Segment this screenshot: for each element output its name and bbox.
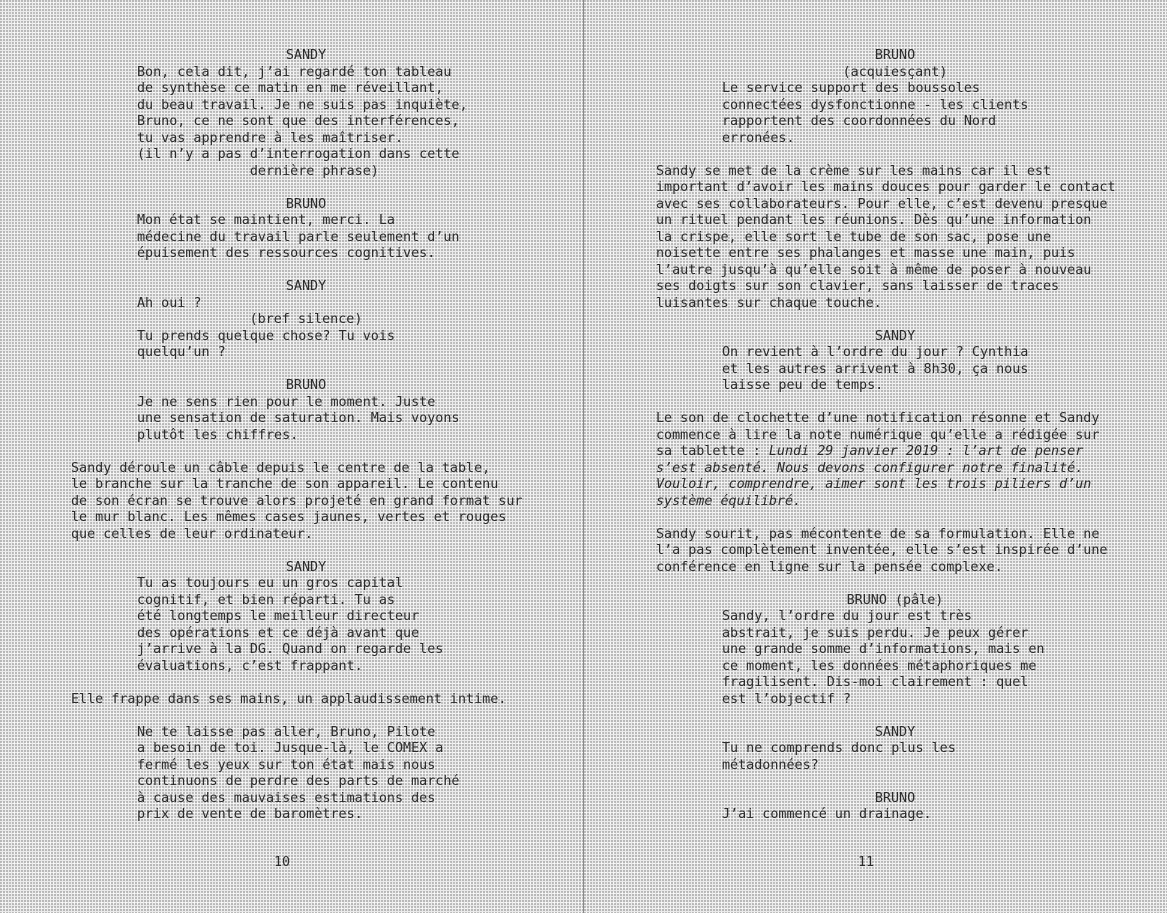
dialogue: On revient à l’ordre du jour ? Cynthia et les autres arrivent à 8h30, ça nous laisse peu de temps. xyxy=(722,345,1029,393)
character-name: BRUNO xyxy=(874,48,916,63)
dialogue: Le service support des boussoles connectées dysfonctionne - les clients rapportent des coordonnées du Nord erronées. xyxy=(722,81,1029,146)
character-name: SANDY xyxy=(285,559,327,575)
parenthetical: (bref silence) xyxy=(249,312,363,327)
dialogue: Tu ne comprends donc plus les métadonnées? xyxy=(722,741,956,773)
dialogue: Ah oui ? xyxy=(137,295,202,311)
character-name: BRUNO (pâle) xyxy=(846,592,944,608)
action-paragraph xyxy=(656,411,1134,510)
dialogue: Tu prends quelque chose? Tu vois quelqu’un ? xyxy=(137,328,395,360)
dialogue: Ne te laisse pas aller, Bruno, Pilote a besoin de toi. Jusque-là, le COMEX a fermé les yeux sur ton état mais nous continuons de perdre des parts de marché à cause des mauvaises estimations des prix de vente de baromètres. xyxy=(137,724,460,822)
character-name: SANDY xyxy=(285,48,327,63)
parenthetical: (il n’y a pas d’interrogation dans cette dernière phrase) xyxy=(137,147,460,179)
dialogue: Mon état se maintient, merci. La médecine du travail parle seulement d’un épuisement des ressources cognitives. xyxy=(137,213,460,261)
action-paragraph: Sandy sourit, pas mécontente de sa formulation. Elle ne l’a pas complètement inventée, elle s’est inspirée d’une conférence en ligne sur la pensée complexe. xyxy=(656,526,1108,575)
right-page xyxy=(584,0,1167,913)
action-text: Le son de clochette d’une notification résonne et Sandy commence à lire la note numérique qu’elle a rédigée sur sa tablette : xyxy=(656,411,1100,459)
dialogue: Sandy, l’ordre du jour est très abstrait, je suis perdu. Je peux gérer une grande somme d’informations, mais en ce moment, les données métaphoriques me fragilisent. Dis-moi clairement : quel est l’objectif ? xyxy=(722,609,1045,707)
page-number: 11 xyxy=(857,855,875,870)
dialogue: Tu as toujours eu un gros capital cognitif, et bien réparti. Tu as été longtemps le meilleur directeur des opérations et ce déjà avant que j’arrive à la DG. Quand on regarde les évaluations, c’est frappant. xyxy=(137,576,444,674)
character-name: BRUNO xyxy=(285,196,327,212)
parenthetical: (acquiesçant) xyxy=(842,64,948,80)
dialogue: J’ai commencé un drainage. xyxy=(722,807,932,822)
action-paragraph: Sandy se met de la crème sur les mains car il est important d’avoir les mains douces pour garder le contact avec ses collaborateurs. Pour elle, c’est devenu presque un rituel pendant les réunions. Dès qu’une information la crispe, elle sort le tube de son sac, pose une noisette entre ses phalanges et masse une main, puis l’autre jusqu’à qu’elle soit à même de poser à nouveau ses doigts sur son clavier, sans laisser de traces luisantes sur chaque touche. xyxy=(656,163,1116,311)
character-name: BRUNO xyxy=(874,790,916,806)
action-paragraph: Elle frappe dans ses mains, un applaudissement intime. xyxy=(71,691,507,707)
character-name: BRUNO xyxy=(285,378,327,393)
action-paragraph: Sandy déroule un câble depuis le centre de la table, le branche sur la tranche de son appareil. Le contenu de son écran se trouve alors projeté en grand format sur le mur blanc. Les mêmes cases jaunes, vertes et rouges que celles de leur ordinateur. xyxy=(71,460,523,542)
left-page-text xyxy=(71,48,541,824)
tablet-note-italic: Lundi 29 janvier 2019 : l’art de penser s’est absenté. Nous devons configurer notre finalité. Vouloir, comprendre, aimer sont les trois piliers d’un système équilibré. xyxy=(656,444,1092,509)
dialogue: Bon, cela dit, j’ai regardé ton tableau de synthèse ce matin en me réveillant, du beau travail. Je ne suis pas inquiète, Bruno, ce ne sont que des interférences, tu vas apprendre à les maîtriser. xyxy=(137,64,468,146)
character-name: SANDY xyxy=(874,724,916,740)
left-page xyxy=(0,0,583,913)
right-page-text xyxy=(656,48,1134,824)
character-name: SANDY xyxy=(285,279,327,294)
page-number: 10 xyxy=(273,855,291,870)
dialogue: Je ne sens rien pour le moment. Juste une sensation de saturation. Mais voyons plutôt les chiffres. xyxy=(137,394,460,443)
character-name: SANDY xyxy=(874,328,916,344)
